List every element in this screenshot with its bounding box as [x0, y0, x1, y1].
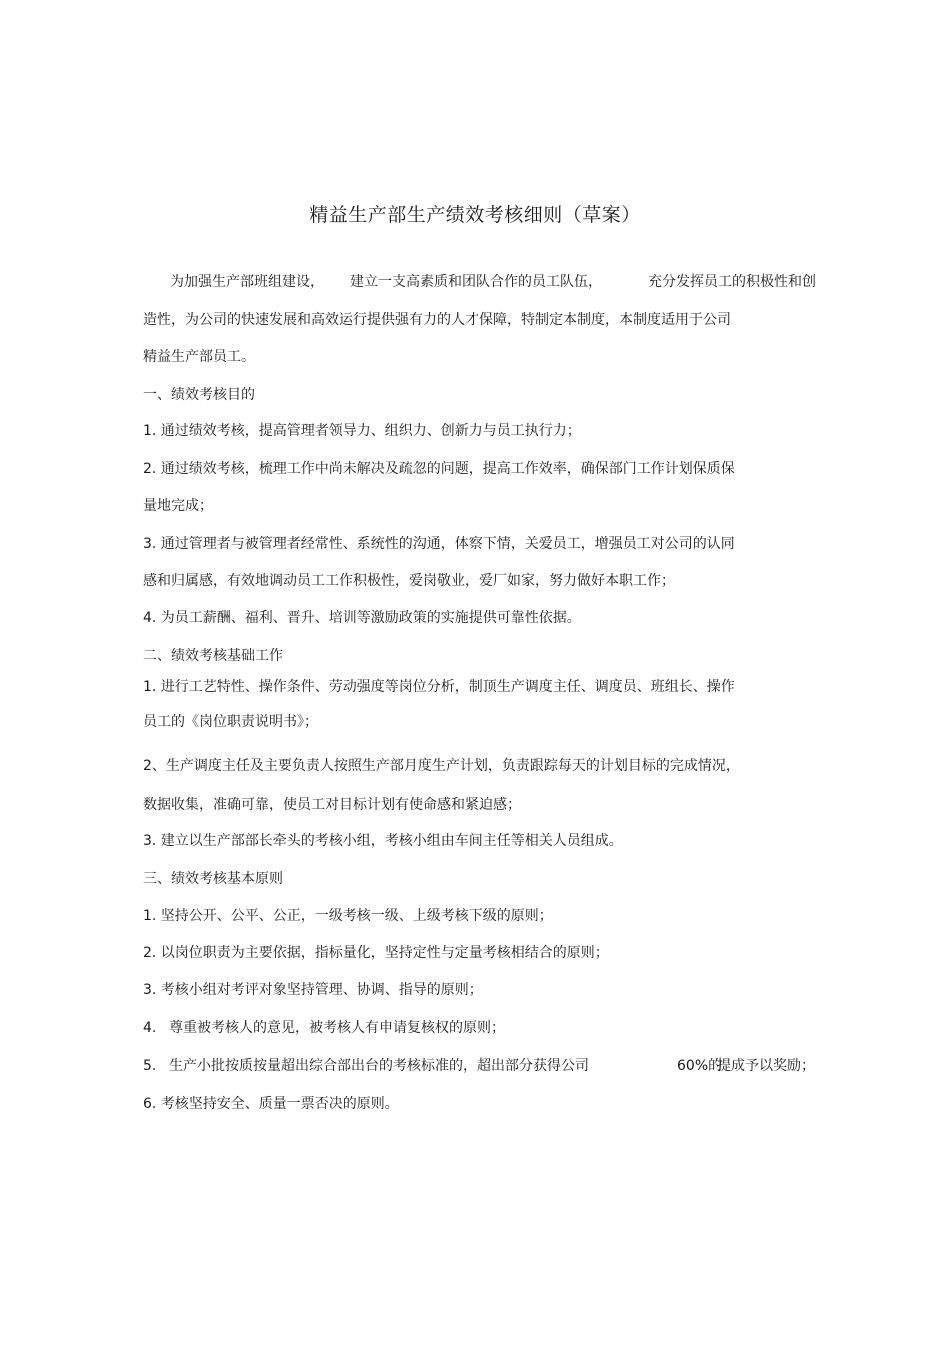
section-3-item-2: 2. 以岗位职责为主要依据，指标量化，坚持定性与定量考核相结合的原则；: [143, 945, 609, 961]
section-1-item-2-line-2: 量地完成；: [143, 498, 213, 514]
intro-line-1-part-b: 建立一支高素质和团队合作的员工队伍，: [350, 274, 602, 290]
section-1-item-3-line-1: 3. 通过管理者与被管理者经常性、系统性的沟通，体察下情，关爱员工，增强员工对公司的认同: [143, 536, 735, 552]
section-3-item-1: 1. 坚持公开、公平、公正，一级考核一级、上级考核下级的原则；: [143, 908, 553, 924]
section-2-heading: 二、绩效考核基础工作: [143, 648, 283, 664]
section-3-item-6: 6. 考核坚持安全、质量一票否决的原则。: [143, 1096, 399, 1112]
section-2-item-3: 3. 建立以生产部部长牵头的考核小组，考核小组由车间主任等相关人员组成。: [143, 833, 623, 849]
section-3-item-5-tail: 提成予以奖励；: [717, 1058, 815, 1074]
section-1-heading: 一、绩效考核目的: [143, 387, 255, 403]
section-3-item-3: 3. 考核小组对考评对象坚持管理、协调、指导的原则；: [143, 982, 483, 998]
section-1-item-3-line-2: 感和归属感，有效地调动员工工作积极性，爱岗敬业，爱厂如家，努力做好本职工作；: [143, 573, 675, 589]
section-3-heading: 三、绩效考核基本原则: [143, 871, 283, 887]
section-3-item-5-text: 生产小批按质按量超出综合部出台的考核标准的，超出部分获得公司: [169, 1058, 589, 1074]
section-3-item-5-percent: 60%的: [677, 1058, 723, 1074]
section-2-item-1-line-2: 员工的《岗位职责说明书》；: [143, 714, 318, 730]
section-1-item-1: 1. 通过绩效考核，提高管理者领导力、组织力、创新力与员工执行力；: [143, 423, 581, 439]
section-1-item-4: 4. 为员工薪酬、福利、晋升、培训等激励政策的实施提供可靠性依据。: [143, 610, 581, 626]
intro-line-2: 造性，为公司的快速发展和高效运行提供强有力的人才保障，特制定本制度，本制度适用于公司: [143, 312, 731, 328]
section-3-item-4: [143, 1018, 843, 1038]
intro-line-1-part-a: 为加强生产部班组建设，: [170, 274, 324, 290]
section-3-item-5: [143, 1056, 843, 1076]
intro-line-1: [143, 272, 843, 292]
section-1-item-2-line-1: 2. 通过绩效考核，梳理工作中尚未解决及疏忽的问题，提高工作效率，确保部门工作计划保质保: [143, 461, 735, 477]
section-2-item-1-line-1: 1. 进行工艺特性、操作条件、劳动强度等岗位分析，制顶生产调度主任、调度员、班组长、操作: [143, 679, 735, 695]
section-3-item-4-text: 尊重被考核人的意见，被考核人有申请复核权的原则；: [169, 1020, 505, 1036]
section-2-item-2-line-1: 2、生产调度主任及主要负责人按照生产部月度生产计划，负责跟踪每天的计划目标的完成情况，: [143, 758, 740, 774]
intro-line-1-part-c: 充分发挥员工的积极性和创: [648, 274, 816, 290]
intro-line-3: 精益生产部员工。: [143, 349, 255, 365]
section-2-item-2-line-2: 数据收集，准确可靠，使员工对目标计划有使命感和紧迫感；: [143, 797, 521, 813]
section-3-item-4-number: 4.: [143, 1020, 157, 1036]
document-title: 精益生产部生产绩效考核细则（草案）: [309, 204, 641, 226]
section-3-item-5-number: 5.: [143, 1058, 157, 1074]
